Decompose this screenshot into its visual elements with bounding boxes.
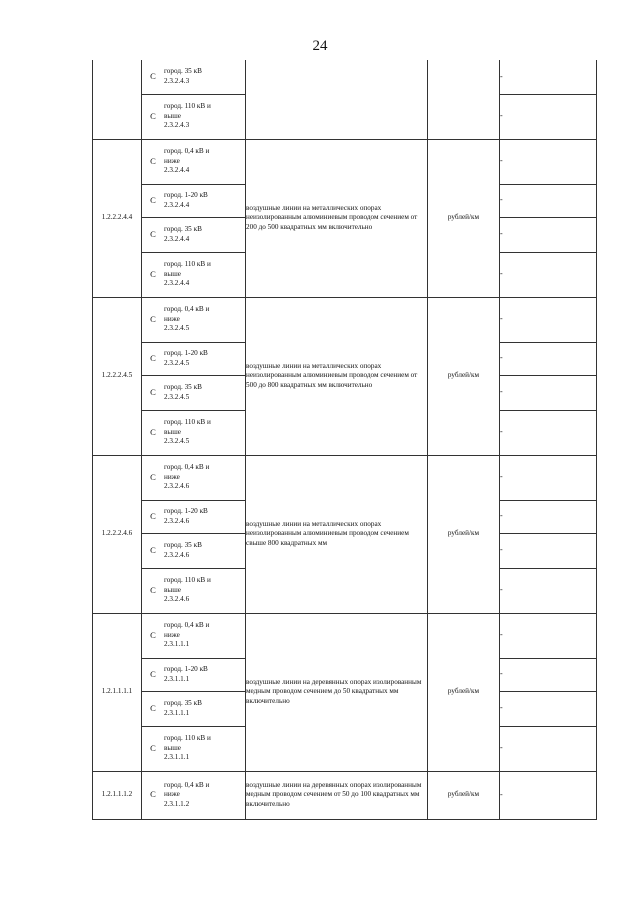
level-letter: С xyxy=(150,742,156,753)
voltage-level-text xyxy=(164,225,245,244)
rate-value: - xyxy=(500,217,597,252)
level-letter: С xyxy=(150,110,156,121)
table-row xyxy=(93,613,597,658)
rate-value: - xyxy=(500,410,597,455)
rate-value: - xyxy=(500,613,597,658)
voltage-level-text xyxy=(164,147,245,175)
tariff-table xyxy=(92,60,597,820)
voltage-level-cell xyxy=(142,60,246,94)
voltage-level-line: 2.3.2.4.4 xyxy=(164,234,190,243)
voltage-level-line: город. 110 кВ и xyxy=(164,576,211,585)
item-code: 1.2.2.2.4.4 xyxy=(93,139,142,297)
item-code xyxy=(93,60,142,139)
voltage-level-text xyxy=(164,507,245,526)
voltage-level-line: город. 35 кВ xyxy=(164,67,202,76)
voltage-level-text xyxy=(164,699,245,718)
voltage-level-line: город. 1-20 кВ xyxy=(164,507,208,516)
voltage-level-cell xyxy=(142,94,246,139)
voltage-level-line: город. 1-20 кВ xyxy=(164,349,208,358)
voltage-level-cell xyxy=(142,297,246,342)
voltage-level-line: город. 0,4 кВ и xyxy=(164,621,210,630)
voltage-level-line: 2.3.1.1.1 xyxy=(164,753,190,762)
voltage-level-line: город. 0,4 кВ и xyxy=(164,780,210,789)
voltage-level-line: 2.3.2.4.6 xyxy=(164,595,190,604)
voltage-level-line: город. 0,4 кВ и xyxy=(164,147,210,156)
voltage-level-line: 2.3.2.4.4 xyxy=(164,166,190,175)
voltage-level-line: 2.3.2.4.4 xyxy=(164,200,190,209)
level-letter: С xyxy=(150,155,156,166)
voltage-level-line: 2.3.1.1.2 xyxy=(164,799,190,808)
page-number: 24 xyxy=(312,38,328,54)
voltage-level-cell xyxy=(142,726,246,771)
voltage-level-text xyxy=(164,734,245,762)
voltage-level-text xyxy=(164,191,245,210)
voltage-level-text xyxy=(164,621,245,649)
voltage-level-line: город. 0,4 кВ и xyxy=(164,305,210,314)
rate-value: - xyxy=(500,455,597,500)
voltage-level-cell xyxy=(142,533,246,568)
line-description: воздушные линии на деревянных опорах изолированным медным проводом сечением от 50 до 100 квадратных мм включительно xyxy=(246,771,428,819)
table-row xyxy=(93,60,597,94)
voltage-level-cell xyxy=(142,568,246,613)
voltage-level-text xyxy=(164,463,245,491)
table-row xyxy=(93,771,597,819)
voltage-level-text xyxy=(164,781,245,809)
voltage-level-cell xyxy=(142,252,246,297)
voltage-level-line: 2.3.2.4.5 xyxy=(164,324,190,333)
rate-value: - xyxy=(500,533,597,568)
line-description: воздушные линии на металлических опорах неизолированным алюминиевым проводом сечением от 200 до 500 квадратных мм включительно xyxy=(246,139,428,297)
level-letter: С xyxy=(150,629,156,640)
voltage-level-cell xyxy=(142,410,246,455)
level-letter: С xyxy=(150,789,156,800)
voltage-level-text xyxy=(164,418,245,446)
level-letter: С xyxy=(150,510,156,521)
rate-value: - xyxy=(500,375,597,410)
voltage-level-line: выше xyxy=(164,427,181,436)
voltage-level-cell xyxy=(142,771,246,819)
table-row xyxy=(93,455,597,500)
line-description: воздушные линии на металлических опорах неизолированным алюминиевым проводом сечением от 500 до 800 квадратных мм включительно xyxy=(246,297,428,455)
rate-value: - xyxy=(500,184,597,217)
voltage-level-cell xyxy=(142,691,246,726)
line-description xyxy=(246,60,428,139)
voltage-level-cell xyxy=(142,500,246,533)
voltage-level-line: 2.3.2.4.4 xyxy=(164,279,190,288)
rate-value: - xyxy=(500,297,597,342)
voltage-level-cell xyxy=(142,375,246,410)
voltage-level-text xyxy=(164,383,245,402)
voltage-level-text xyxy=(164,67,245,86)
rate-value: - xyxy=(500,726,597,771)
voltage-level-line: 2.3.2.4.6 xyxy=(164,550,190,559)
level-letter: С xyxy=(150,268,156,279)
voltage-level-line: ниже xyxy=(164,472,180,481)
rate-value: - xyxy=(500,691,597,726)
item-code: 1.2.2.2.4.5 xyxy=(93,297,142,455)
voltage-level-line: 2.3.2.4.3 xyxy=(164,121,190,130)
unit-of-measure: рублей/км xyxy=(428,297,500,455)
voltage-level-cell xyxy=(142,217,246,252)
voltage-level-cell xyxy=(142,658,246,691)
level-letter: С xyxy=(150,426,156,437)
voltage-level-line: 2.3.2.4.5 xyxy=(164,437,190,446)
voltage-level-line: город. 35 кВ xyxy=(164,383,202,392)
line-description: воздушные линии на деревянных опорах изолированным медным проводом сечением до 50 квадратных мм включительно xyxy=(246,613,428,771)
unit-of-measure: рублей/км xyxy=(428,455,500,613)
level-letter: С xyxy=(150,544,156,555)
item-code: 1.2.1.1.1.2 xyxy=(93,771,142,819)
voltage-level-line: 2.3.1.1.1 xyxy=(164,708,190,717)
voltage-level-text xyxy=(164,260,245,288)
voltage-level-line: 2.3.2.4.5 xyxy=(164,392,190,401)
rate-value: - xyxy=(500,500,597,533)
voltage-level-text xyxy=(164,576,245,604)
voltage-level-cell xyxy=(142,613,246,658)
voltage-level-line: 2.3.2.4.6 xyxy=(164,482,190,491)
voltage-level-text xyxy=(164,349,245,368)
voltage-level-line: 2.3.2.4.6 xyxy=(164,516,190,525)
voltage-level-cell xyxy=(142,455,246,500)
rate-value: - xyxy=(500,342,597,375)
voltage-level-line: 2.3.1.1.1 xyxy=(164,674,190,683)
voltage-level-line: город. 110 кВ и xyxy=(164,260,211,269)
rate-value: - xyxy=(500,60,597,94)
unit-of-measure: рублей/км xyxy=(428,139,500,297)
voltage-level-line: город. 1-20 кВ xyxy=(164,191,208,200)
tariff-table-body xyxy=(93,60,597,819)
voltage-level-line: город. 35 кВ xyxy=(164,699,202,708)
voltage-level-line: выше xyxy=(164,743,181,752)
voltage-level-line: 2.3.1.1.1 xyxy=(164,640,190,649)
voltage-level-cell xyxy=(142,184,246,217)
voltage-level-text xyxy=(164,102,245,130)
voltage-level-line: 2.3.2.4.3 xyxy=(164,76,190,85)
unit-of-measure xyxy=(428,60,500,139)
voltage-level-line: город. 35 кВ xyxy=(164,225,202,234)
voltage-level-line: выше xyxy=(164,585,181,594)
voltage-level-text xyxy=(164,541,245,560)
voltage-level-line: город. 35 кВ xyxy=(164,541,202,550)
level-letter: С xyxy=(150,471,156,482)
table-row xyxy=(93,297,597,342)
voltage-level-line: 2.3.2.4.5 xyxy=(164,358,190,367)
level-letter: С xyxy=(150,702,156,713)
unit-of-measure: рублей/км xyxy=(428,771,500,819)
item-code: 1.2.2.2.4.6 xyxy=(93,455,142,613)
level-letter: С xyxy=(150,228,156,239)
rate-value: - xyxy=(500,252,597,297)
item-code: 1.2.1.1.1.1 xyxy=(93,613,142,771)
voltage-level-cell xyxy=(142,139,246,184)
level-letter: С xyxy=(150,71,156,82)
voltage-level-text xyxy=(164,665,245,684)
level-letter: С xyxy=(150,352,156,363)
level-letter: С xyxy=(150,386,156,397)
voltage-level-line: город. 0,4 кВ и xyxy=(164,463,210,472)
rate-value: - xyxy=(500,139,597,184)
rate-value: - xyxy=(500,568,597,613)
rate-value: - xyxy=(500,94,597,139)
level-letter: С xyxy=(150,313,156,324)
voltage-level-line: город. 110 кВ и xyxy=(164,418,211,427)
voltage-level-line: город. 1-20 кВ xyxy=(164,665,208,674)
voltage-level-line: город. 110 кВ и xyxy=(164,734,211,743)
level-letter: С xyxy=(150,584,156,595)
voltage-level-line: выше xyxy=(164,269,181,278)
level-letter: С xyxy=(150,194,156,205)
table-row xyxy=(93,139,597,184)
voltage-level-line: ниже xyxy=(164,790,180,799)
voltage-level-text xyxy=(164,305,245,333)
voltage-level-line: ниже xyxy=(164,314,180,323)
voltage-level-cell xyxy=(142,342,246,375)
voltage-level-line: ниже xyxy=(164,156,180,165)
line-description: воздушные линии на металлических опорах неизолированным алюминиевым проводом сечением свыше 800 квадратных мм xyxy=(246,455,428,613)
level-letter: С xyxy=(150,668,156,679)
unit-of-measure: рублей/км xyxy=(428,613,500,771)
voltage-level-line: ниже xyxy=(164,630,180,639)
rate-value: - xyxy=(500,658,597,691)
rate-value: - xyxy=(500,771,597,819)
voltage-level-line: город. 110 кВ и xyxy=(164,102,211,111)
voltage-level-line: выше xyxy=(164,111,181,120)
